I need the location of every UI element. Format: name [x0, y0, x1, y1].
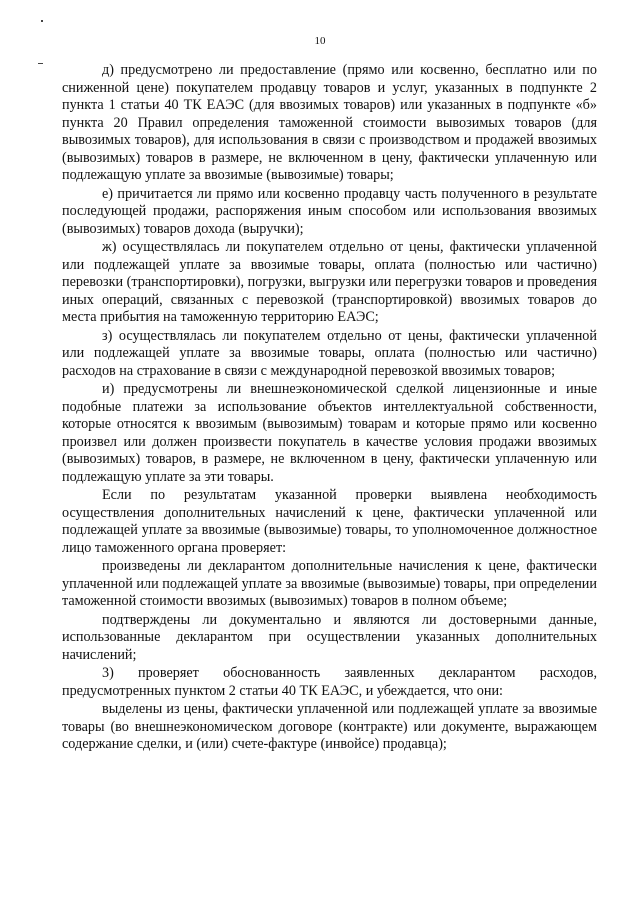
scan-mark-left — [38, 63, 43, 64]
paragraph-separated: выделены из цены, фактически уплаченной или подлежащей уплате за ввозимые товары (во внешнеэкономическом договоре (контракте) или документе, выражающем содержание сделки, и (или) счете-фактуре (инвойсе) продавца); — [62, 701, 597, 752]
document-body — [62, 62, 597, 755]
paragraph-d: д) предусмотрено ли предоставление (прямо или косвенно, бесплатно или по сниженной цене) покупателем продавцу товаров и услуг, указанных в подпункте 2 пункта 1 статьи 40 ТК ЕАЭС (для ввозимых товаров) или указанных в подпункте «б» пункта 20 Правил определения таможенной стоимости вывозимых товаров (для вывозимых товаров), для использования в связи с производством и продажей ввозимых (вывозимых) товаров в размере, не включенном в цену, фактически уплаченную или подлежащую уплате за ввозимые (вывозимые) товары; — [62, 62, 597, 183]
paragraph-if-verification: Если по результатам указанной проверки выявлена необходимость осуществления дополнительных начислений к цене, фактически уплаченной или подлежащей уплате за ввозимые (вывозимые) товары, то уполномоченное должностное лицо таможенного органа проверяет: — [62, 487, 597, 556]
paragraph-3-checks: 3) проверяет обоснованность заявленных декларантом расходов, предусмотренных пунктом 2 статьи 40 ТК ЕАЭС, и убеждается, что они: — [62, 665, 597, 699]
paragraph-zh: ж) осуществлялась ли покупателем отдельно от цены, фактически уплаченной или подлежащей уплате за ввозимые товары, оплата (полностью или частично) перевозки (транспортировки), погрузки, выгрузки или перегрузки товаров и проведения иных операций, связанных с перевозкой (транспортировкой) ввозимых товаров до места прибытия на таможенную территорию ЕАЭС; — [62, 239, 597, 325]
paragraph-e: е) причитается ли прямо или косвенно продавцу часть полученного в результате последующей продажи, распоряжения иным способом или использования ввозимых (вывозимых) товаров дохода (выручки); — [62, 185, 597, 237]
page-number: 10 — [314, 35, 326, 47]
paragraph-i: и) предусмотрены ли внешнеэкономической сделкой лицензионные и иные подобные платежи за использование объектов интеллектуальной собственности, которые относятся к ввозимым (вывозимым) товарам и которые прямо или косвенно произвел или должен произвести покупатель в качестве условия продажи ввозимых (вывозимых) товаров, в размере, не включенном в цену, фактически уплаченную или подлежащую уплате за эти товары. — [62, 381, 597, 485]
paragraph-z: з) осуществлялась ли покупателем отдельно от цены, фактически уплаченной или подлежащей уплате за ввозимые товары, оплата (полностью или частично) расходов на страхование в связи с международной перевозкой ввозимых товаров; — [62, 327, 597, 379]
scan-mark-top — [41, 20, 43, 22]
paragraph-charges-made: произведены ли декларантом дополнительные начисления к цене, фактически уплаченной или подлежащей уплате за ввозимые (вывозимые) товары, при определении таможенной стоимости ввозимых (вывозимых) товаров в полном объеме; — [62, 558, 597, 609]
paragraph-charges-confirmed: подтверждены ли документально и являются ли достоверными данные, использованные декларантом при осуществлении указанных дополнительных начислений; — [62, 611, 597, 663]
